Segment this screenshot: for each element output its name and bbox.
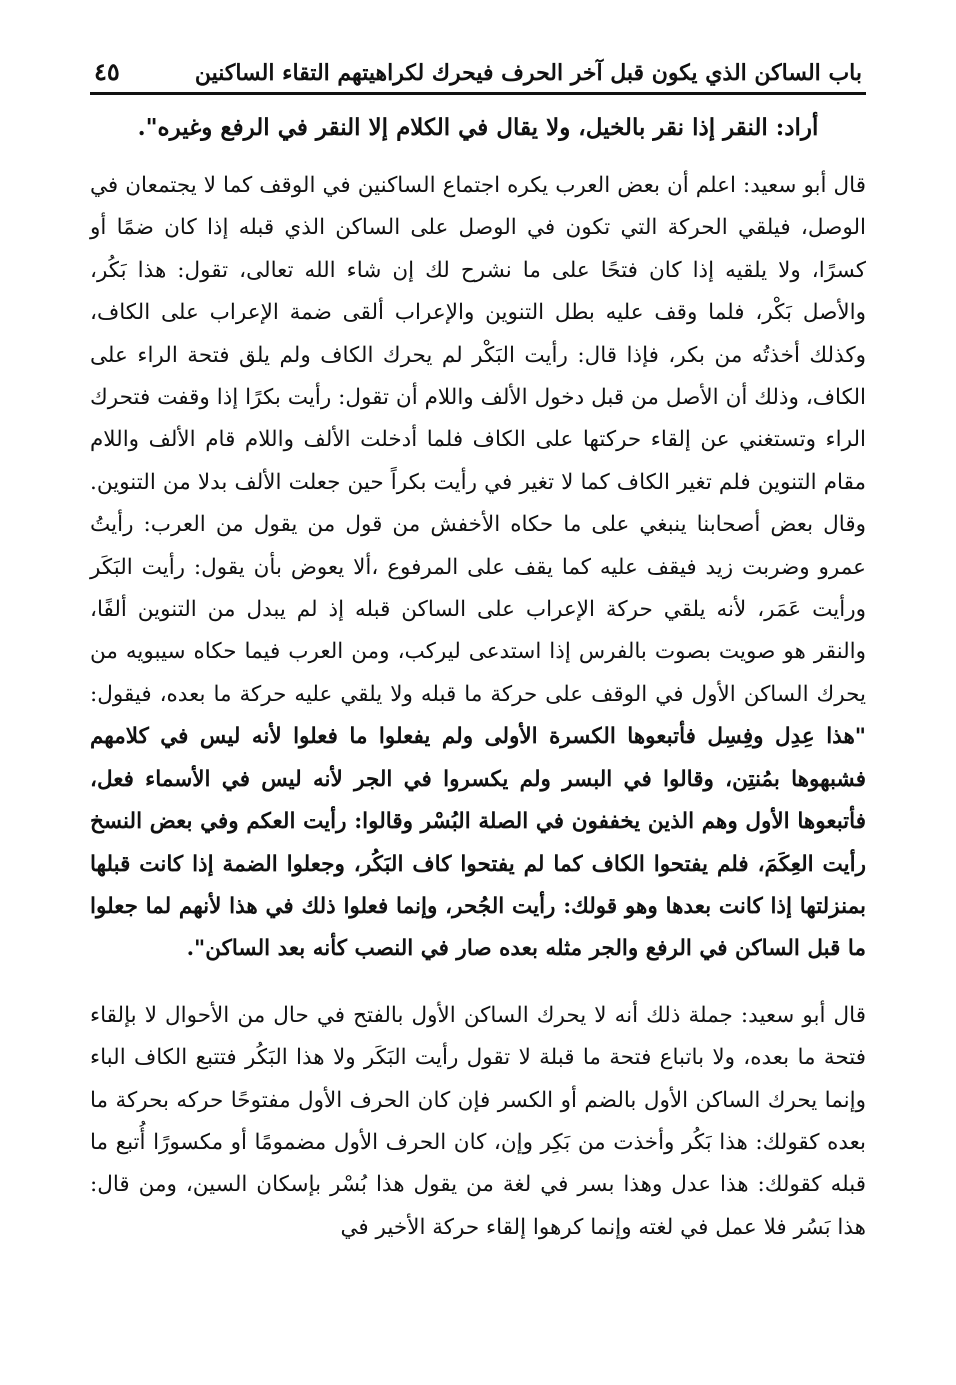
running-title: باب الساكن الذي يكون قبل آخر الحرف فيحرك لكراهيتهم التقاء الساكنين <box>194 60 862 86</box>
paragraph-1 <box>90 165 866 971</box>
intro-line: أراد: النقر إذا نقر بالخيل، ولا يقال في الكلام إلا النقر في الرفع وغيره". <box>137 114 819 141</box>
paragraph-1-text: قال أبو سعيد: اعلم أن بعض العرب يكره اجتماع الساكنين في الوقف كما لا يجتمعان في الوصل، فيلقي الحركة التي تكون في الوصل على الساكن الذي قبله إذا كان ضمًا أو كسرًا، ولا يلقيه إذا كان فتحًا على ما نشرح لك إن شاء الله تعالى، تقول: هذا بَكُر، والأصل بَكْر، فلما وقف عليه بطل التنوين والإعراب ألقى ضمة الإعراب على الكاف، وكذلك أخذتُه من بكر، فإذا قال: رأيت البَكْر لم يحرك الكاف ولم يلق فتحة الراء على الكاف، وذلك أن الأصل من قبل دخول الألف واللام أن تقول: رأيت بكرًا إذا وقفت فتحرك الراء وتستغني عن إلقاء حركتها على الكاف فلما أدخلت الألف واللام قام الألف واللام مقام التنوين فلم تغير الكاف كما لا تغير في رأيت بكراً حين جعلت الألف بدلا من التنوين. وقال بعض أصحابنا ينبغي على ما حكاه الأخفش من قول من يقول من العرب: رأيتُ عمرو وضربت زيد فيقف عليه كما يقف على المرفوع ،ألا يعوض بأن يقول: رأيت البَكَر ورأيت عَمَر، لأنه يلقي حركة الإعراب على الساكن قبله إذ لم يبدل من التنوين ألفًا، والنقر هو صويت بصوت بالفرس إذا استدعى ليركب، ومن العرب فيما حكاه سيبويه من يحرك الساكن الأول في الوقف على حركة ما قبله ولا يلقي عليه حركة ما بعده، فيقول: <box>90 173 866 707</box>
header-rule <box>90 92 866 95</box>
paragraph-1-quotation: "هذا عِدِل وفِسِل فأتبعوها الكسرة الأولى ولم يفعلوا ما فعلوا لأنه ليس في كلامهم فشبهوها بمُنتِن، وقالوا في البسر ولم يكسروا في الجر لأنه ليس في الأسماء فعل، فأتبعوها الأول وهم الذين يخففون في الصلة البُسْر وقالوا: رأيت العكم وفي بعض النسخ رأيت العِكَمَ، فلم يفتحوا الكاف كما لم يفتحوا كاف البَكُر، وجعلوا الضمة إذا كانت قبلها بمنزلتها إذا كانت بعدها وهو قولك: رأيت الجُحر، وإنما فعلوا ذلك في هذا لأنهم لما جعلوا ما قبل الساكن في الرفع والجر مثله بعده صار في النصب كأنه بعد الساكن". <box>90 724 866 962</box>
paragraph-2: قال أبو سعيد: جملة ذلك أنه لا يحرك الساكن الأول بالفتح في حال من الأحوال لا بإلقاء فتحة ما بعده، ولا باتباع فتحة ما قبلة لا تقول رأيت البَكَر ولا هذا البَكُر فتتبع الكاف الباء وإنما يحرك الساكن الأول بالضم أو الكسر فإن كان الحرف الأول مفتوحًا حركه بحركة ما بعده كقولك: هذا بَكُر وأخذت من بَكِر وإن، كان الحرف الأول مضمومًا أو مكسورًا أُتبع ما قبله كقولك: هذا عدل وهذا بسر في لغة من يقول هذا بُسْر بإسكان السين، ومن قال: هذا بَسُر فلا عمل في لغته وإنما كرهوا إلقاء حركة الأخير في <box>90 1002 866 1240</box>
page-header <box>90 44 866 86</box>
book-page <box>90 44 866 1271</box>
page-number: ٤٥ <box>94 57 120 86</box>
